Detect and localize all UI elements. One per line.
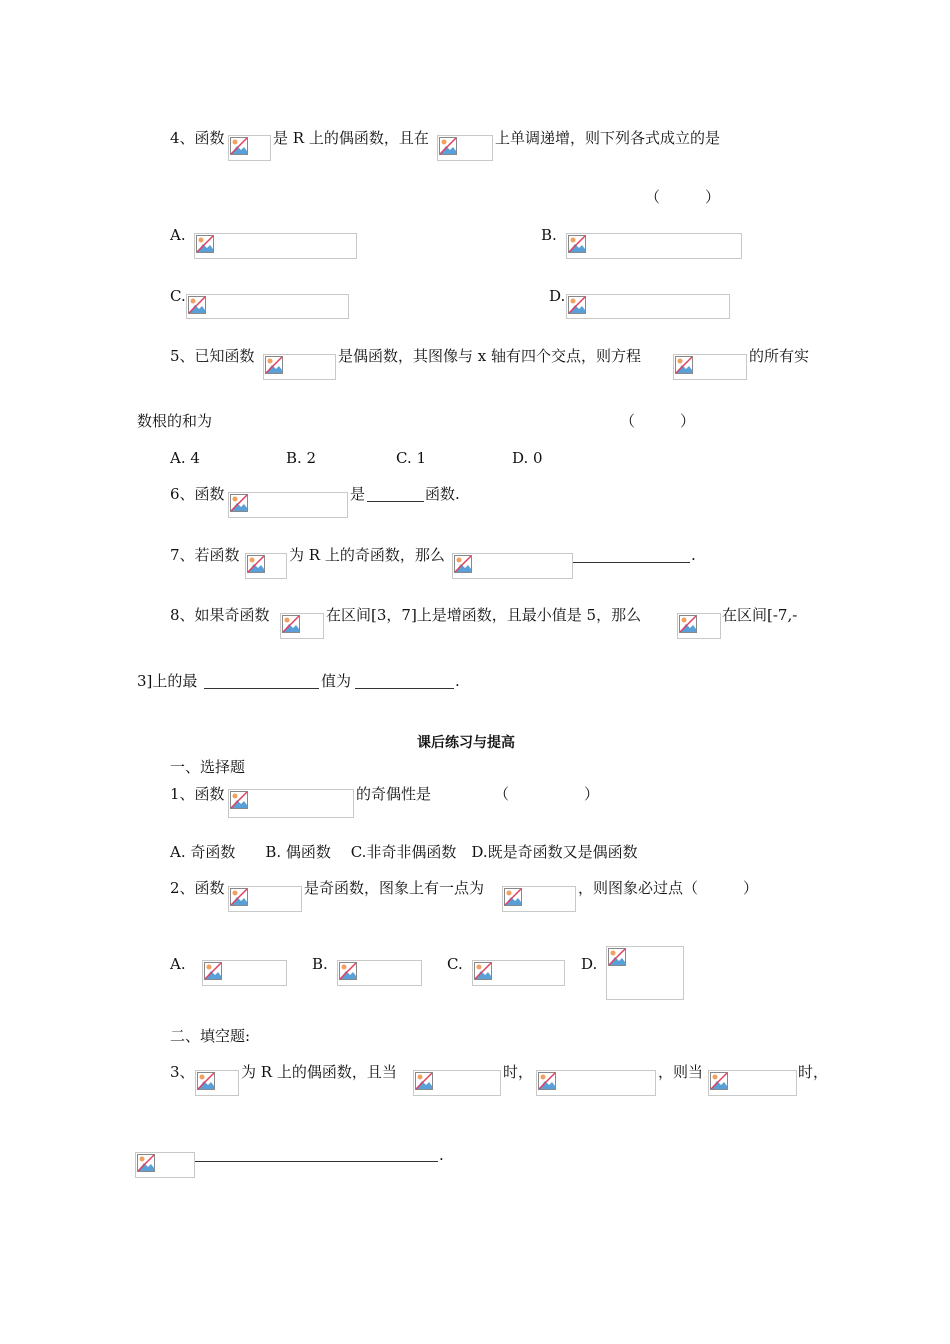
formula-image [337, 960, 422, 986]
broken-image-icon [608, 948, 626, 966]
q5-mid: 是偶函数，其图像与 x 轴有四个交点，则方程 [338, 347, 641, 365]
q8-suffix: 在区间[-7,- [722, 606, 798, 624]
broken-image-icon [196, 235, 214, 253]
q7-prefix: 7、若函数 [170, 546, 240, 564]
p1-paren: （ ） [494, 785, 600, 803]
p3-mid1: 为 R 上的偶函数，且当 [241, 1063, 397, 1081]
q5-suffix: 的所有实 [749, 347, 810, 365]
formula-image [472, 960, 565, 986]
formula-image [228, 886, 302, 912]
p2-suffix: ，则图象必过点（ ） [578, 879, 759, 897]
p3-end: . [439, 1146, 444, 1164]
formula-image [413, 1070, 501, 1096]
formula-image [263, 354, 336, 380]
answer-blank[interactable] [195, 1161, 438, 1162]
formula-image [536, 1070, 656, 1096]
q5-option-c: C. 1 [396, 449, 427, 467]
formula-image [673, 354, 747, 380]
formula-image [280, 613, 324, 639]
q4-mid2: 上单调递增，则下列各式成立的是 [495, 129, 721, 147]
broken-image-icon [675, 356, 693, 374]
broken-image-icon [504, 888, 522, 906]
p2-prefix: 2、函数 [170, 879, 225, 897]
q4-option-c: C. [170, 287, 186, 305]
formula-image [245, 553, 287, 579]
answer-blank[interactable] [204, 688, 319, 689]
q7-mid: 为 R 上的奇函数，那么 [289, 546, 445, 564]
p1-prefix: 1、函数 [170, 785, 225, 803]
answer-blank[interactable] [367, 501, 424, 502]
p2-option-c: C. [447, 955, 463, 973]
q8-line2b: 值为 [321, 672, 352, 690]
p3-suffix: 时， [798, 1063, 829, 1081]
broken-image-icon [197, 1072, 215, 1090]
q4-paren: （ ） [645, 188, 721, 206]
p2-option-a: A. [170, 955, 186, 973]
formula-image [135, 1152, 195, 1178]
q8-prefix: 8、如果奇函数 [170, 606, 270, 624]
formula-image [186, 294, 349, 319]
q8-line2c: . [455, 672, 460, 690]
part2-heading: 二、填空题: [170, 1027, 251, 1045]
broken-image-icon [474, 962, 492, 980]
broken-image-icon [538, 1072, 556, 1090]
q7-suffix: . [691, 546, 696, 564]
p3-mid3: ，则当 [658, 1063, 704, 1081]
broken-image-icon [204, 962, 222, 980]
part1-heading: 一、选择题 [170, 758, 246, 776]
formula-image [228, 492, 348, 518]
section-title: 课后练习与提高 [417, 735, 515, 751]
broken-image-icon [247, 555, 265, 573]
q6-prefix: 6、函数 [170, 485, 225, 503]
q4-option-b: B. [541, 226, 557, 244]
broken-image-icon [568, 235, 586, 253]
p2-option-d: D. [581, 955, 598, 973]
q5-paren: （ ） [620, 412, 696, 430]
formula-image [228, 789, 354, 818]
formula-image [708, 1070, 797, 1096]
formula-image [502, 886, 576, 912]
p1-suffix: 的奇偶性是 [356, 785, 432, 803]
formula-image [566, 294, 730, 319]
q4-option-d: D. [549, 287, 566, 305]
formula-image [437, 135, 493, 161]
q4-mid1: 是 R 上的偶函数，且在 [273, 129, 429, 147]
broken-image-icon [137, 1154, 155, 1172]
formula-image [228, 135, 271, 161]
broken-image-icon [415, 1072, 433, 1090]
broken-image-icon [710, 1072, 728, 1090]
answer-blank[interactable] [355, 688, 454, 689]
q5-option-b: B. 2 [286, 449, 317, 467]
broken-image-icon [679, 615, 697, 633]
broken-image-icon [230, 888, 248, 906]
p3-prefix: 3、 [170, 1063, 195, 1081]
formula-image [677, 613, 721, 639]
broken-image-icon [230, 791, 248, 809]
formula-image [452, 553, 573, 579]
broken-image-icon [265, 356, 283, 374]
q8-line2a: 3]上的最 [137, 672, 198, 690]
formula-image [202, 960, 287, 986]
broken-image-icon [339, 962, 357, 980]
broken-image-icon [454, 555, 472, 573]
formula-image [195, 1070, 239, 1096]
q5-line2: 数根的和为 [137, 412, 213, 430]
answer-blank[interactable] [573, 562, 690, 563]
broken-image-icon [282, 615, 300, 633]
q8-mid: 在区间[3，7]上是增函数，且最小值是 5，那么 [326, 606, 642, 624]
p3-mid2: 时， [503, 1063, 534, 1081]
formula-image [606, 946, 684, 1000]
q4-prefix: 4、函数 [170, 129, 225, 147]
p2-option-b: B. [312, 955, 328, 973]
broken-image-icon [230, 494, 248, 512]
p1-options: A. 奇函数 B. 偶函数 C.非奇非偶函数 D.既是奇函数又是偶函数 [170, 843, 638, 861]
q6-suffix: 函数. [425, 485, 460, 503]
q5-option-a: A. 4 [170, 449, 200, 467]
broken-image-icon [230, 137, 248, 155]
q6-mid: 是 [350, 485, 366, 503]
q5-prefix: 5、已知函数 [170, 347, 255, 365]
broken-image-icon [439, 137, 457, 155]
formula-image [194, 233, 357, 259]
broken-image-icon [188, 296, 206, 314]
q4-option-a: A. [170, 226, 186, 244]
formula-image [566, 233, 742, 259]
broken-image-icon [568, 296, 586, 314]
p2-mid: 是奇函数，图象上有一点为 [304, 879, 485, 897]
q5-option-d: D. 0 [512, 449, 543, 467]
